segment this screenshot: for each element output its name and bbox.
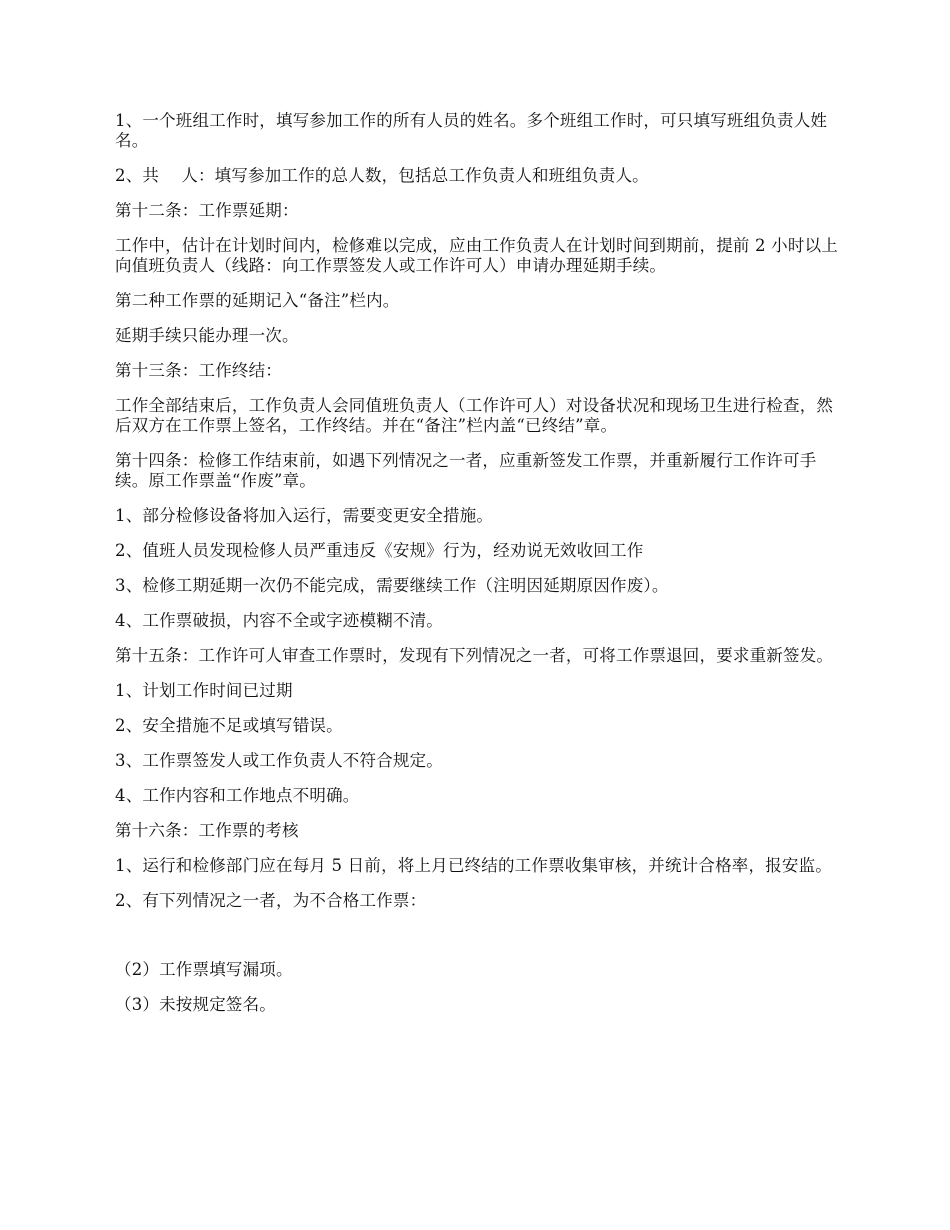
list-item: 4、工作票破损，内容不全或字迹模糊不清。 [115,611,443,630]
section-heading: 第十四条：检修工作结束前，如遇下列情况之一者，应重新签发工作票，并重新履行工作许可手续。原工作票盖“作废”章。 [115,451,817,490]
sub-list-item: （2）工作票填写漏项。 [115,960,293,979]
list-item: 1、部分检修设备将加入运行，需要变更安全措施。 [115,506,494,525]
list-item: 4、工作内容和工作地点不明确。 [115,786,360,805]
list-item: 1、运行和检修部门应在每月 5 日前，将上月已终结的工作票收集审核，并统计合格率，报安监。 [115,856,832,875]
paragraph: 工作全部结束后，工作负责人会同值班负责人（工作许可人）对设备状况和现场卫生进行检查，然后双方在工作票上签名，工作终结。并在“备注”栏内盖“已终结”章。 [115,396,834,435]
list-item: 3、检修工期延期一次仍不能完成，需要继续工作（注明因延期原因作废）。 [115,576,669,595]
list-item: 3、工作票签发人或工作负责人不符合规定。 [115,751,443,770]
list-item: 2、安全措施不足或填写错误。 [115,716,343,735]
sub-list-item: （3）未按规定签名。 [115,995,276,1014]
document-body [115,111,845,1030]
list-item: 2、值班人员发现检修人员严重违反《安规》行为，经劝说无效收回工作 [115,541,644,560]
paragraph: 延期手续只能办理一次。 [115,326,299,345]
paragraph: 2、共 人：填写参加工作的总人数，包括总工作负责人和班组负责人。 [115,166,649,185]
blank-gap [115,926,845,960]
section-heading: 第十二条：工作票延期： [115,201,299,220]
paragraph: 1、一个班组工作时，填写参加工作的所有人员的姓名。多个班组工作时，可只填写班组负责人姓名。 [115,111,828,150]
section-heading: 第十三条：工作终结： [115,361,282,380]
paragraph: 第二种工作票的延期记入“备注”栏内。 [115,291,400,310]
paragraph: 工作中，估计在计划时间内，检修难以完成，应由工作负责人在计划时间到期前，提前 2 小时以上向值班负责人（线路：向工作票签发人或工作许可人）申请办理延期手续。 [115,236,838,275]
list-item: 1、计划工作时间已过期 [115,681,293,700]
section-heading: 第十五条：工作许可人审查工作票时，发现有下列情况之一者，可将工作票退回，要求重新签发。 [115,646,834,665]
list-item: 2、有下列情况之一者，为不合格工作票： [115,891,427,910]
section-heading: 第十六条：工作票的考核 [115,821,299,840]
